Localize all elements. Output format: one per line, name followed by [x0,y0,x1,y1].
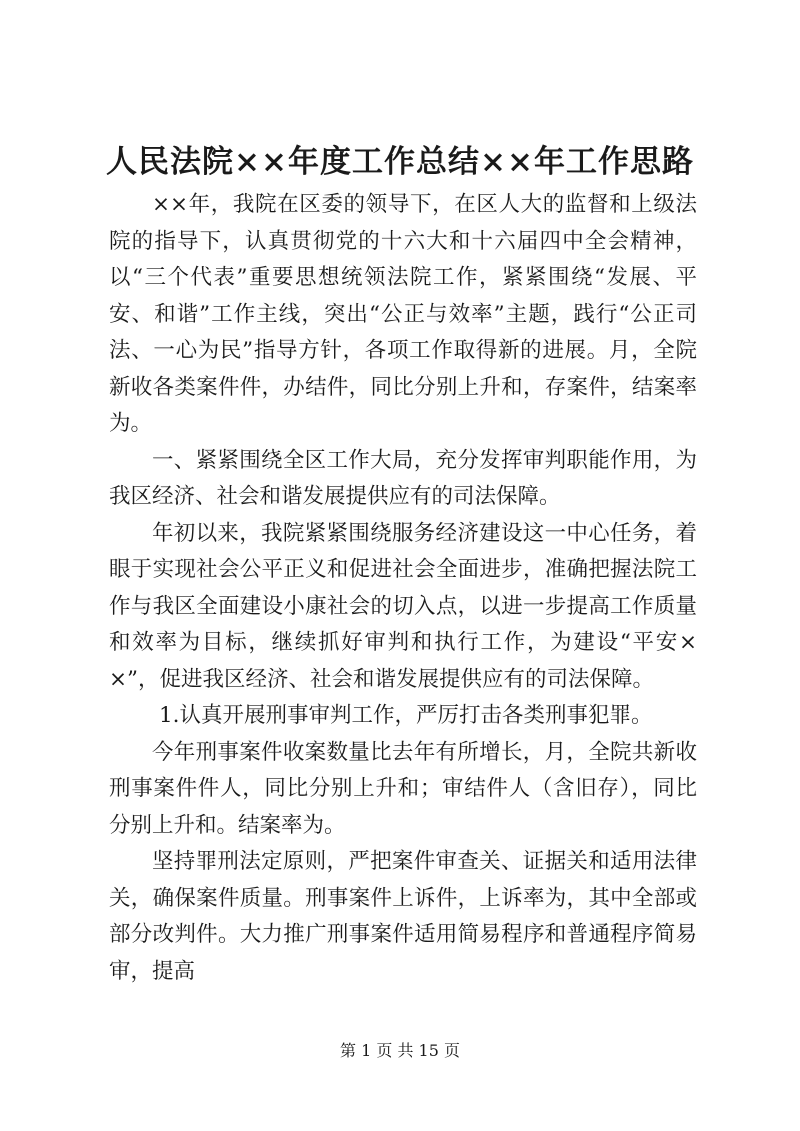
paragraph-section-heading: 一、紧紧围绕全区工作大局，充分发挥审判职能作用，为我区经济、社会和谐发展提供应有的司法保障。 [109,447,697,509]
page-footer: 第 1 页 共 15 页 [340,1041,460,1060]
paragraph-intro: ××年，我院在区委的领导下，在区人大的监督和上级法院的指导下，认真贯彻党的十六大和十六届四中全会精神，以“三个代表”重要思想统领法院工作，紧紧围绕“发展、平安、和谐”工作主线，突出“公正与效率”主题，践行“公正司法、一心为民”指导方针，各项工作取得新的进展。月，全院新收各类案件件，办结件，同比分别上升和，存案件，结案率为。 [109,192,697,436]
paragraph-principles: 坚持罪刑法定原则，严把案件审查关、证据关和适用法律关，确保案件质量。刑事案件上诉件，上诉率为，其中全部或部分改判件。大力推广刑事案件适用简易程序和普通程序简易审，提高 [109,849,697,984]
document-body [109,187,697,990]
paragraph-criminal-cases: 今年刑事案件收案数量比去年有所增长，月，全院共新收刑事案件件人，同比分别上升和；审结件人（含旧存），同比分别上升和。结案率为。 [109,739,697,838]
paragraph-subheading: 1.认真开展刑事审判工作，严厉打击各类刑事犯罪。 [159,703,653,728]
document-title: 人民法院××年度工作总结××年工作思路 [106,144,694,180]
paragraph-overview: 年初以来，我院紧紧围绕服务经济建设这一中心任务，着眼于实现社会公平正义和促进社会全面进步，准确把握法院工作与我区全面建设小康社会的切入点，以进一步提高工作质量和效率为目标，继续抓好审判和执行工作，为建设“平安××”，促进我区经济、社会和谐发展提供应有的司法保障。 [109,520,697,692]
